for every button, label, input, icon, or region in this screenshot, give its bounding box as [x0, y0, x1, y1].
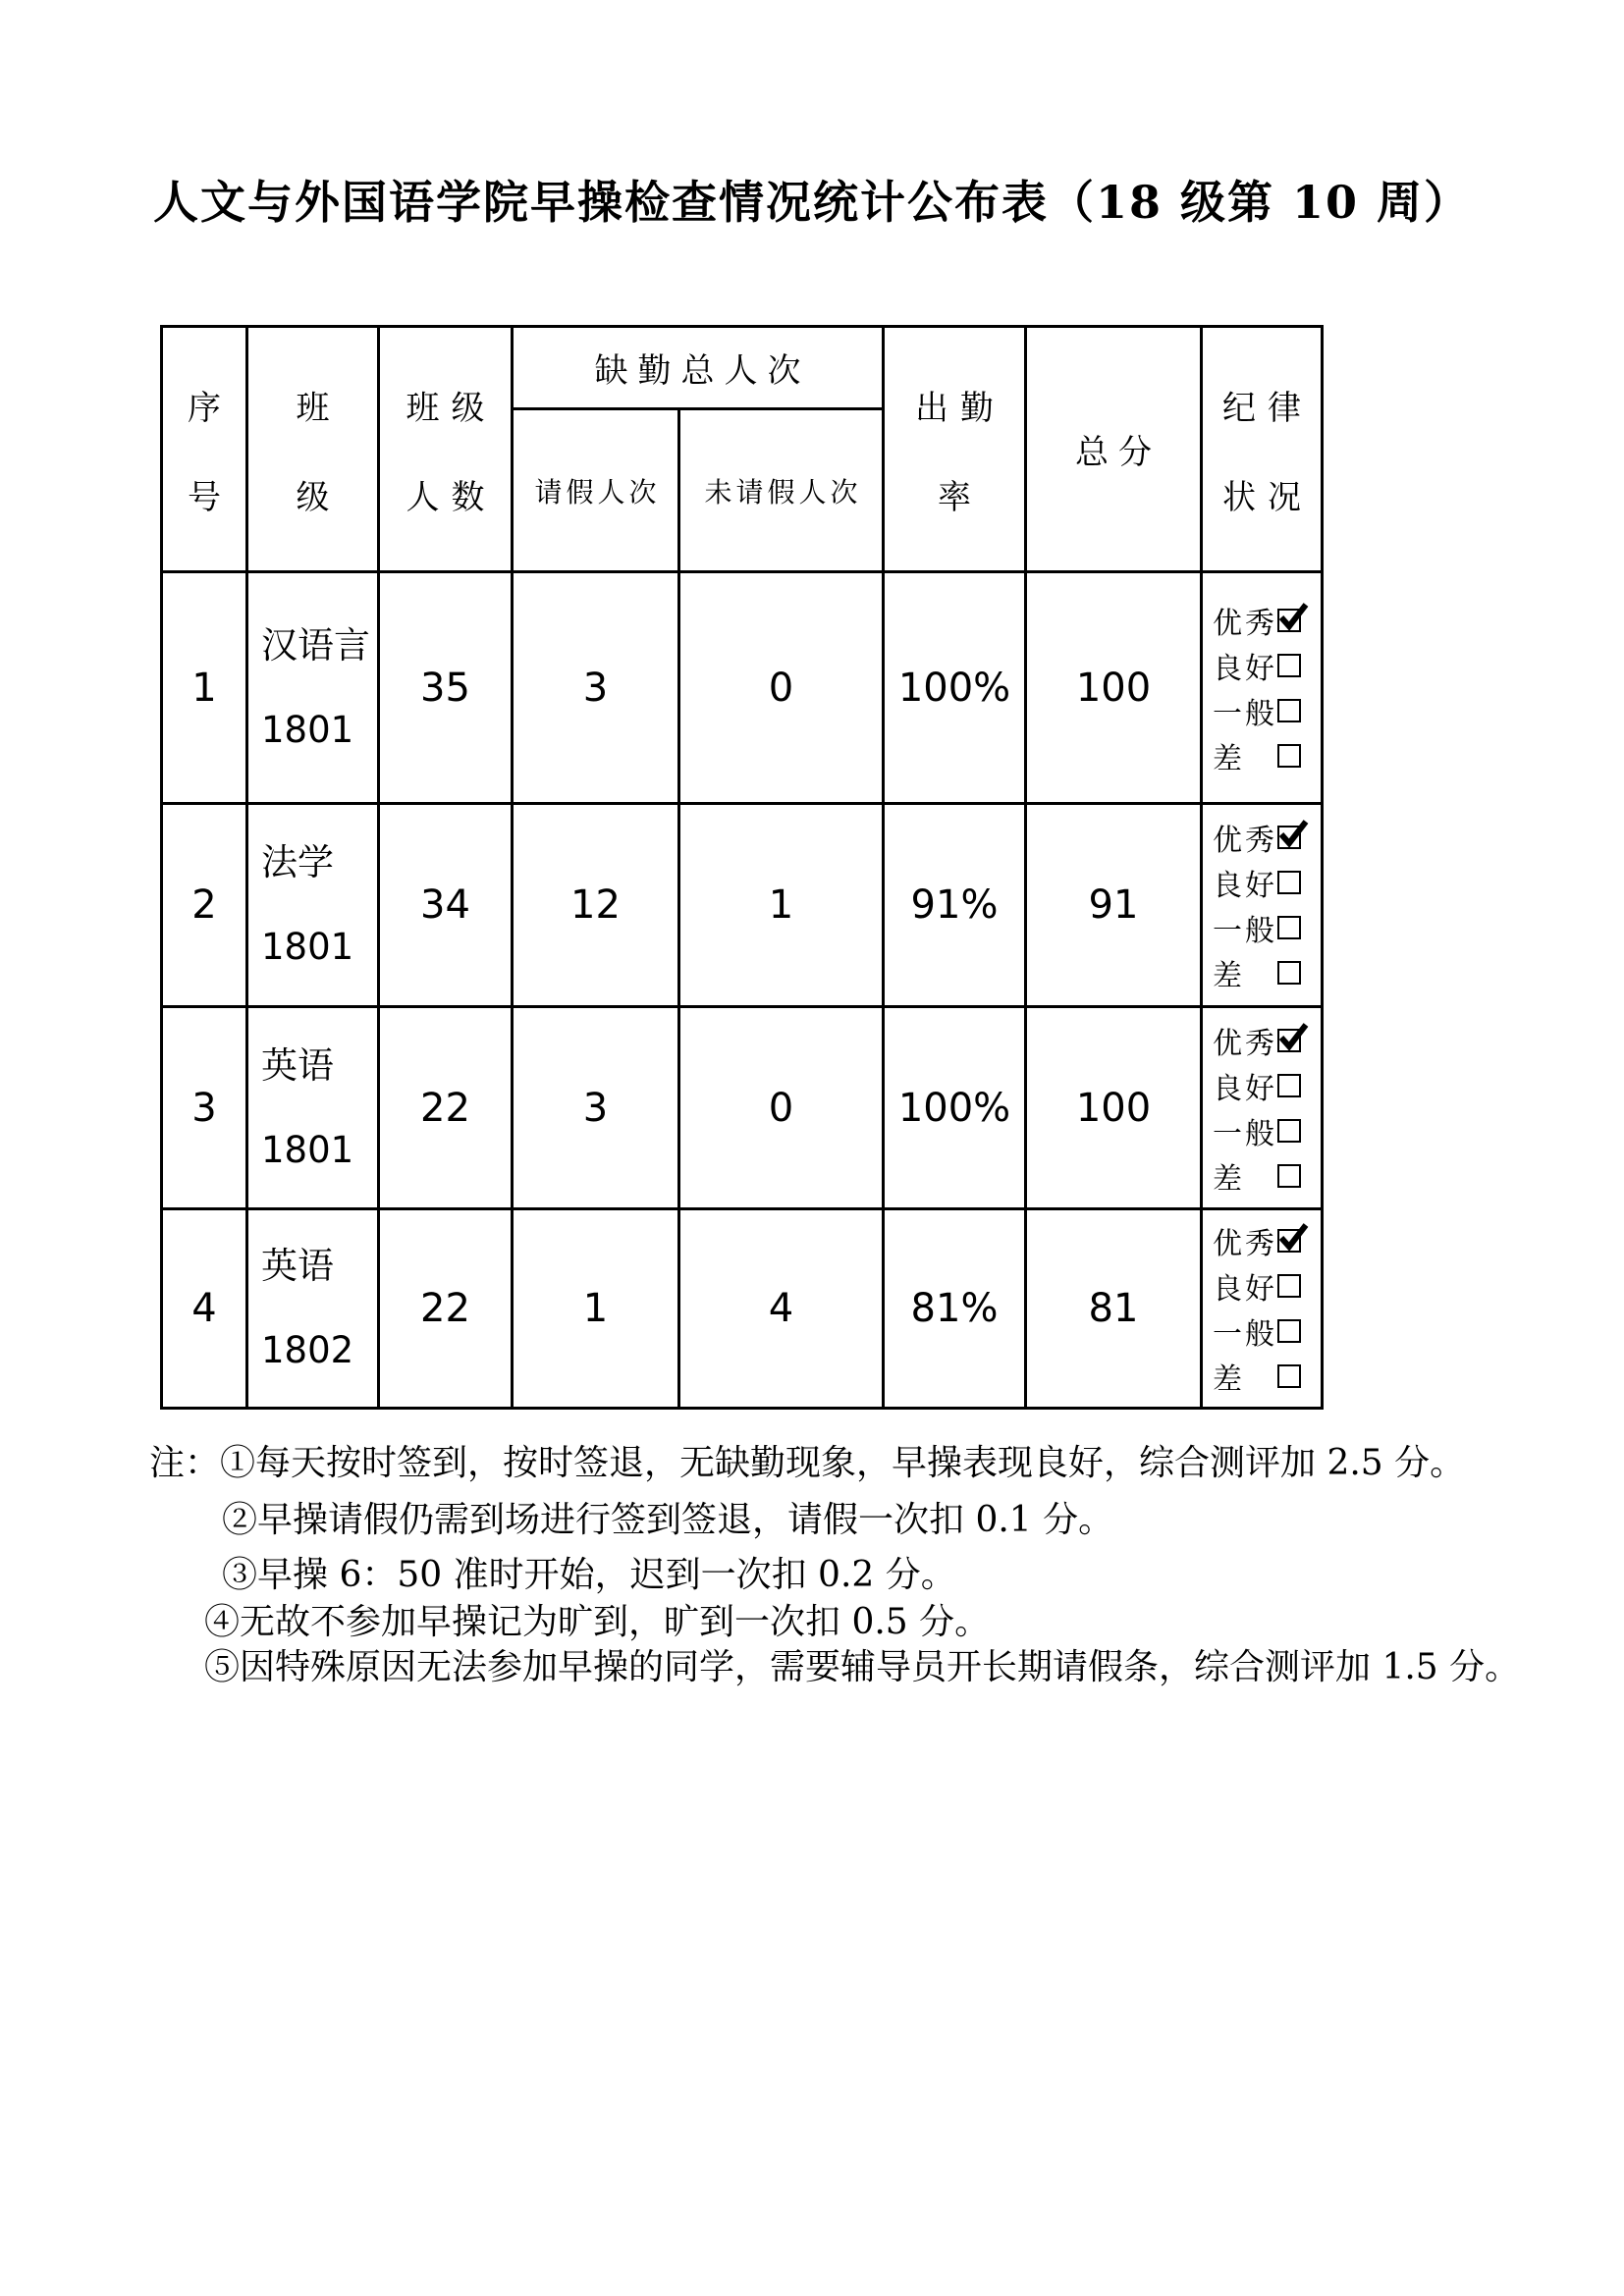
checkbox-icon: [1277, 699, 1301, 722]
checkbox-icon: [1277, 744, 1301, 768]
row-leave: 3: [513, 1007, 679, 1209]
header-discipline: 纪律 状况: [1202, 327, 1323, 572]
row-score: 100: [1026, 572, 1202, 804]
header-seq: 序 号: [162, 327, 247, 572]
header-total-score: 总分: [1026, 327, 1202, 572]
header-class-size: 班级 人数: [379, 327, 513, 572]
footnotes: [149, 1443, 1543, 1688]
row-leave: 3: [513, 572, 679, 804]
row-class: [247, 572, 379, 804]
checkbox-icon: [1277, 1319, 1301, 1343]
row-discipline: 优秀 良好 一般 差: [1202, 572, 1323, 804]
row-class: [247, 1209, 379, 1409]
row-no-leave: 0: [679, 1007, 884, 1209]
row-seq: 1: [162, 572, 247, 804]
row-no-leave: 0: [679, 572, 884, 804]
class-number: 1802: [261, 1329, 354, 1371]
table-row: [162, 804, 1323, 1007]
row-attendance: 100%: [884, 1007, 1026, 1209]
row-class: [247, 1007, 379, 1209]
note-line-3: ③早操 6：50 准时开始，迟到一次扣 0.2 分。: [222, 1555, 956, 1595]
class-number: 1801: [261, 1128, 354, 1171]
row-score: 91: [1026, 804, 1202, 1007]
class-number: 1801: [261, 926, 354, 968]
row-seq: 2: [162, 804, 247, 1007]
row-seq: 3: [162, 1007, 247, 1209]
note-line-2: ②早操请假仍需到场进行签到签退，请假一次扣 0.1 分。: [222, 1500, 1114, 1540]
note-line-1: 注：①每天按时签到，按时签退，无缺勤现象，早操表现良好，综合测评加 2.5 分。: [149, 1443, 1466, 1483]
table-row: [162, 1007, 1323, 1209]
header-absence-total: 缺勤总人次: [513, 327, 884, 409]
class-name: 英语: [261, 1043, 334, 1087]
row-no-leave: 1: [679, 804, 884, 1007]
checkbox-icon: [1277, 1074, 1301, 1097]
header-attendance-rate: 出勤 率: [884, 327, 1026, 572]
checkbox-checked-icon: [1277, 1229, 1301, 1253]
note-line-4: ④无故不参加早操记为旷到，旷到一次扣 0.5 分。: [204, 1602, 991, 1642]
checkbox-icon: [1277, 1164, 1301, 1188]
checkbox-icon: [1277, 871, 1301, 894]
note-line-5: ⑤因特殊原因无法参加早操的同学，需要辅导员开长期请假条，综合测评加 1.5 分。: [204, 1647, 1521, 1687]
class-name: 英语: [261, 1245, 334, 1287]
table-row: [162, 572, 1323, 804]
row-discipline: 优秀 良好 一般 差: [1202, 1007, 1323, 1209]
row-attendance: 100%: [884, 572, 1026, 804]
checkbox-icon: [1277, 654, 1301, 677]
checkbox-icon: [1277, 1364, 1301, 1388]
row-leave: 12: [513, 804, 679, 1007]
row-seq: 4: [162, 1209, 247, 1409]
row-size: 34: [379, 804, 513, 1007]
row-score: 81: [1026, 1209, 1202, 1409]
checkbox-checked-icon: [1277, 1029, 1301, 1052]
row-discipline: 优秀 良好 一般 差: [1202, 804, 1323, 1007]
header-class: 班 级: [247, 327, 379, 572]
checkbox-icon: [1277, 1274, 1301, 1298]
attendance-table: [160, 325, 1324, 1410]
row-size: 22: [379, 1007, 513, 1209]
table-row: [162, 1209, 1323, 1409]
row-size: 22: [379, 1209, 513, 1409]
checkbox-checked-icon: [1277, 826, 1301, 849]
row-discipline: 优秀 良好 一般 差: [1202, 1209, 1323, 1409]
checkbox-icon: [1277, 916, 1301, 939]
class-number: 1801: [261, 708, 354, 751]
header-no-leave-count: 未请假人次: [679, 409, 884, 572]
row-attendance: 81%: [884, 1209, 1026, 1409]
header-leave-count: 请假人次: [513, 409, 679, 572]
row-no-leave: 4: [679, 1209, 884, 1409]
row-class: [247, 804, 379, 1007]
checkbox-icon: [1277, 961, 1301, 985]
row-score: 100: [1026, 1007, 1202, 1209]
row-leave: 1: [513, 1209, 679, 1409]
class-name: 汉语言: [261, 623, 370, 667]
page-title: 人文与外国语学院早操检查情况统计公布表（18 级第 10 周）: [152, 176, 1472, 229]
row-size: 35: [379, 572, 513, 804]
row-attendance: 91%: [884, 804, 1026, 1007]
class-name: 法学: [261, 841, 334, 883]
checkbox-icon: [1277, 1119, 1301, 1143]
checkbox-checked-icon: [1277, 609, 1301, 632]
